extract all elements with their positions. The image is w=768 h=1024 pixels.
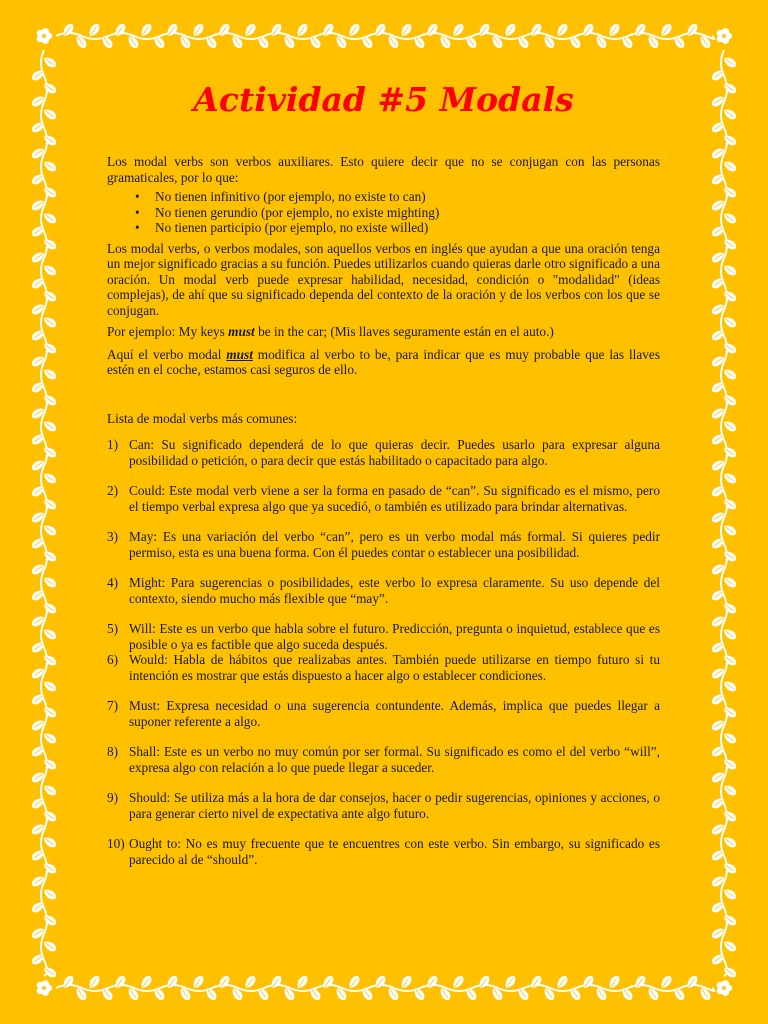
vine-edge	[710, 50, 738, 980]
item-text: Could: Este modal verb viene a ser la forma en pasado de “can”. Su significado es el mismo, pero el tiempo verbal expresa algo que ya sucedió, o también es utilizado para brindar alternativas.	[129, 483, 660, 514]
must-emphasis: must	[228, 324, 255, 339]
flower-ornament	[37, 28, 52, 44]
item-text: Might: Para sugerencias o posibilidades, este verbo lo expresa claramente. Su uso depende del contexto, siendo mucho más flexible que “may”.	[129, 575, 660, 606]
item-text: Would: Habla de hábitos que realizabas antes. También puede utilizarse en tiempo futuro si tu intención es mostrar que estás dispuesto a hacer algo o establecer condiciones.	[129, 652, 660, 683]
explanation-text: Aquí el verbo modal	[107, 346, 227, 362]
item-text: Should: Se utiliza más a la hora de dar consejos, hacer o pedir sugerencias, opiniones y acciones, o para generar cierto nivel de expectativa ante algo futuro.	[129, 790, 660, 821]
definition-paragraph: Los modal verbs, o verbos modales, son aquellos verbos en inglés que ayudan a que una oración tenga un mejor significado gracias a su función. Puedes utilizarlos cuando quieras darle otro significado a una oración. Un modal verb puede expresar habilidad, necesidad, condición o "modalidad" (ideas complejas), de ahí que su significado dependa del contexto de la oración y de los verbos con los que se conjugan.	[107, 240, 660, 318]
intro-paragraph: Los modal verbs son verbos auxiliares. Esto quiere decir que no se conjugan con las personas gramaticales, por lo que:	[107, 154, 660, 185]
example-text: Por ejemplo: My keys	[107, 324, 229, 339]
item-number: 9)	[107, 790, 119, 805]
item-number: 8)	[107, 744, 119, 759]
vine-edge	[56, 22, 714, 50]
modal-item	[107, 836, 660, 867]
modal-item	[107, 790, 660, 821]
item-text: Must: Expresa necesidad o una sugerencia contundente. Además, implica que puedes llegar a suponer referente a algo.	[129, 698, 660, 729]
modal-item	[107, 575, 660, 606]
item-number: 10)	[107, 836, 125, 851]
vine-edge	[30, 50, 58, 980]
item-number: 1)	[107, 437, 119, 452]
item-number: 4)	[107, 575, 119, 590]
list-item: • No tienen gerundio (por ejemplo, no existe mighting)	[107, 205, 660, 221]
page-title: Actividad #5 Modals	[193, 80, 574, 119]
item-text: Will: Este es un verbo que habla sobre el futuro. Predicción, pregunta o inquietud, establece que es posible o ya es factible que algo suceda después.	[129, 621, 660, 652]
flower-ornament	[717, 980, 732, 996]
list-item: • No tienen participio (por ejemplo, no existe willed)	[107, 220, 660, 236]
document-page	[107, 80, 660, 867]
item-text: Shall: Este es un verbo no muy común por ser formal. Su significado es como el del verbo “will”, expresa algo con relación a lo que puede llegar a suceder.	[129, 744, 660, 775]
flower-ornament	[37, 980, 52, 996]
item-number: 2)	[107, 483, 119, 498]
modal-list-title: Lista de modal verbs más comunes:	[107, 410, 298, 426]
item-number: 7)	[107, 698, 119, 713]
modal-item	[107, 698, 660, 729]
example-paragraph	[107, 324, 660, 340]
must-emphasis: must	[226, 346, 253, 362]
modal-verbs-list	[107, 437, 660, 867]
list-item: • No tienen infinitivo (por ejemplo, no existe to can)	[107, 189, 660, 205]
item-number: 6)	[107, 652, 119, 667]
item-number: 3)	[107, 529, 119, 544]
modal-item	[107, 652, 660, 683]
explanation-text: modifica al verbo to be, para indicar que es muy probable que las llaves estén en el coche, estamos casi seguros de ello.	[107, 346, 661, 377]
explanation-paragraph	[107, 347, 660, 378]
example-text: be in the car; (Mis llaves seguramente están en el auto.)	[254, 324, 554, 339]
modal-item	[107, 529, 660, 560]
modal-item	[107, 621, 660, 652]
modal-item	[107, 744, 660, 775]
characteristics-list	[107, 189, 660, 236]
modal-item	[107, 437, 660, 468]
item-number: 5)	[107, 621, 119, 636]
item-text: Can: Su significado dependerá de lo que quieras decir. Puedes usarlo para expresar alguna posibilidad o petición, o para decir que estás habilitado o capacitado para algo.	[129, 437, 660, 468]
modal-item	[107, 483, 660, 514]
item-text: May: Es una variación del verbo “can”, pero es un verbo modal más formal. Si quieres pedir permiso, esta es una buena forma. Con él puedes contar o establecer una posibilidad.	[129, 529, 660, 560]
item-text: Ought to: No es muy frecuente que te encuentres con este verbo. Sin embargo, su significado es parecido al de “should”.	[129, 836, 660, 867]
vine-edge	[56, 974, 714, 1002]
flower-ornament	[717, 28, 732, 44]
